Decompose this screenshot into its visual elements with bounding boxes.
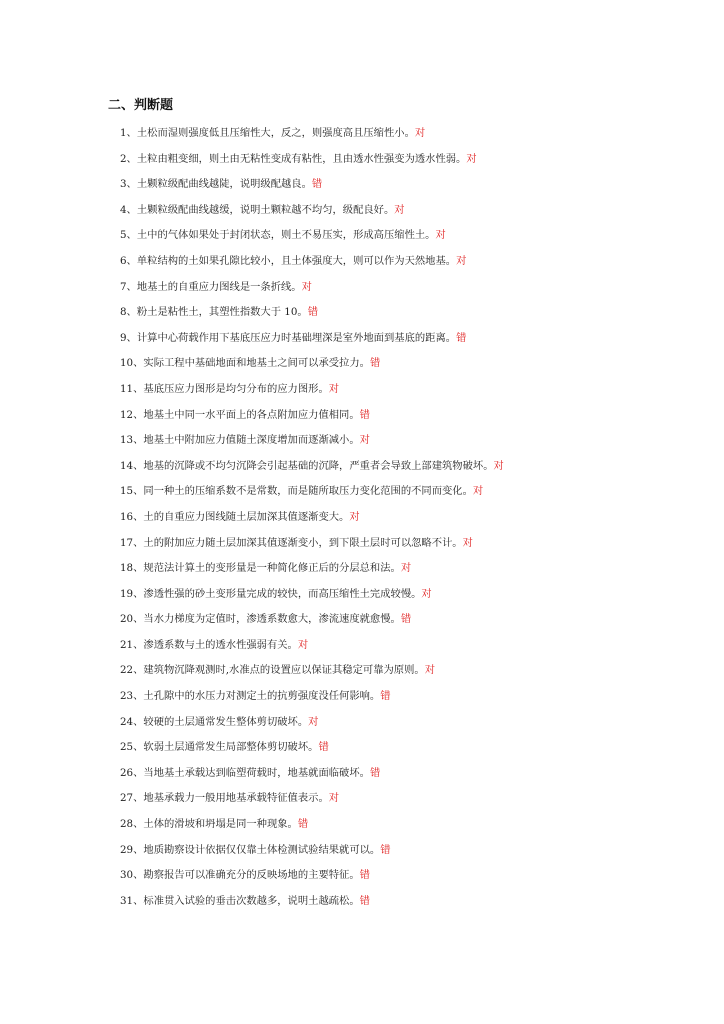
answer-mark: 对	[462, 536, 473, 549]
question-item	[120, 534, 710, 560]
question-item	[120, 150, 710, 176]
question-text: 2、土粒由粗变细，则土由无粘性变成有粘性，且由透水性强变为透水性弱。	[120, 152, 467, 165]
question-text: 5、土中的气体如果处于封闭状态，则土不易压实，形成高压缩性土。	[120, 229, 436, 242]
answer-mark: 对	[308, 715, 319, 728]
question-item	[120, 329, 710, 355]
question-text: 19、渗透性强的砂土变形量完成的较快，而高压缩性土完成较慢。	[120, 587, 422, 600]
question-item	[120, 789, 710, 815]
answer-mark: 对	[301, 280, 312, 293]
question-text: 20、当水力梯度为定值时，渗透系数愈大，渗流速度就愈慢。	[120, 613, 401, 626]
question-item	[120, 585, 710, 611]
question-text: 29、地质勘察设计依据仅仅靠土体检测试验结果就可以。	[120, 843, 381, 856]
question-item	[120, 175, 710, 201]
question-item	[120, 815, 710, 841]
question-item	[120, 713, 710, 739]
question-item	[120, 508, 710, 534]
question-text: 27、地基承载力一般用地基承载特征值表示。	[120, 792, 329, 805]
question-item	[120, 866, 710, 892]
question-text: 18、规范法计算土的变形量是一种简化修正后的分层总和法。	[120, 562, 401, 575]
answer-mark: 错	[318, 741, 329, 754]
question-text: 10、实际工程中基础地面和地基土之间可以承受拉力。	[120, 357, 370, 370]
question-item	[120, 559, 710, 585]
answer-mark: 对	[435, 229, 446, 242]
question-item	[120, 687, 710, 713]
question-item	[120, 661, 710, 687]
question-text: 22、建筑物沉降观测时,水准点的设置应以保证其稳定可靠为原则。	[120, 664, 425, 677]
question-item	[120, 406, 710, 432]
answer-mark: 错	[380, 843, 391, 856]
question-item	[120, 738, 710, 764]
question-item	[120, 636, 710, 662]
question-text: 1、土松而湿则强度低且压缩性大，反之，则强度高且压缩性小。	[120, 127, 415, 139]
answer-mark: 错	[359, 408, 370, 421]
question-text: 8、粉土是粘性土，其塑性指数大于 10。	[120, 306, 308, 319]
question-text: 28、土体的滑坡和坍塌是同一种现象。	[120, 818, 298, 831]
answer-mark: 错	[380, 690, 391, 703]
question-item	[120, 431, 710, 457]
question-text: 25、软弱土层通常发生局部整体剪切破坏。	[120, 741, 319, 754]
question-text: 4、土颗粒级配曲线越缓，说明土颗粒越不均匀，级配良好。	[120, 203, 395, 216]
question-text: 6、单粒结构的土如果孔隙比较小，且土体强度大，则可以作为天然地基。	[120, 254, 457, 267]
question-text: 7、地基土的自重应力图线是一条折线。	[120, 280, 302, 293]
answer-mark: 对	[328, 792, 340, 805]
question-text: 31、标准贯入试验的垂击次数越多，说明土越疏松。	[120, 894, 360, 907]
answer-mark: 对	[421, 587, 432, 600]
answer-mark: 错	[400, 613, 412, 626]
question-list	[120, 124, 710, 917]
question-item	[120, 124, 710, 150]
question-item	[120, 457, 710, 483]
question-item	[120, 482, 710, 508]
answer-mark: 对	[493, 459, 504, 472]
question-text: 23、土孔隙中的水压力对测定土的抗剪强度没任何影响。	[120, 690, 381, 703]
question-item	[120, 841, 710, 867]
question-text: 13、地基土中附加应力值随土深度增加而逐渐减小。	[120, 434, 360, 447]
question-item	[120, 610, 710, 636]
question-text: 21、渗透系数与土的透水性强弱有关。	[120, 638, 298, 651]
question-item	[120, 278, 710, 304]
question-text: 15、同一种土的压缩系数不是常数，而是随所取压力变化范围的不同而变化。	[120, 485, 473, 498]
question-text: 12、地基土中同一水平面上的各点附加应力值相同。	[120, 408, 360, 421]
answer-mark: 对	[400, 562, 412, 575]
question-item	[120, 892, 710, 918]
answer-mark: 对	[328, 382, 340, 395]
question-item	[120, 252, 710, 278]
answer-mark: 对	[472, 485, 484, 498]
answer-mark: 对	[466, 152, 477, 165]
answer-mark: 对	[424, 664, 435, 677]
answer-mark: 错	[359, 869, 370, 882]
answer-mark: 对	[297, 638, 309, 651]
question-text: 9、计算中心荷载作用下基底压应力时基础埋深是室外地面到基底的距离。	[120, 331, 457, 344]
question-item	[120, 764, 710, 790]
question-text: 3、土颗粒级配曲线越陡，说明级配越良。	[120, 178, 312, 191]
question-text: 16、土的自重应力图线随土层加深其值逐渐变大。	[120, 510, 350, 523]
section-title: 二、判断题	[108, 98, 174, 113]
answer-mark: 对	[394, 203, 405, 216]
question-text: 17、土的附加应力随土层加深其值逐渐变小，到下限土层时可以忽略不计。	[120, 536, 463, 549]
answer-mark: 错	[369, 766, 381, 779]
answer-mark: 对	[414, 127, 426, 139]
question-item	[120, 201, 710, 227]
question-text: 26、当地基土承载达到临塑荷载时，地基就面临破坏。	[120, 766, 370, 779]
answer-mark: 对	[349, 510, 360, 523]
question-item	[120, 226, 710, 252]
question-item	[120, 303, 710, 329]
answer-mark: 错	[456, 331, 467, 344]
answer-mark: 错	[297, 818, 309, 831]
question-item	[120, 380, 710, 406]
answer-mark: 对	[359, 434, 370, 447]
answer-mark: 错	[311, 178, 323, 191]
question-text: 14、地基的沉降或不均匀沉降会引起基础的沉降，严重者会导致上部建筑物破坏。	[120, 459, 494, 472]
question-text: 24、较硬的土层通常发生整体剪切破坏。	[120, 715, 309, 728]
answer-mark: 对	[456, 254, 467, 267]
answer-mark: 错	[359, 894, 370, 907]
question-text: 30、勘察报告可以准确充分的反映场地的主要特征。	[120, 869, 360, 882]
answer-mark: 错	[369, 357, 381, 370]
answer-mark: 错	[307, 306, 318, 319]
question-text: 11、基底压应力图形是均匀分布的应力图形。	[120, 382, 329, 395]
question-item	[120, 354, 710, 380]
